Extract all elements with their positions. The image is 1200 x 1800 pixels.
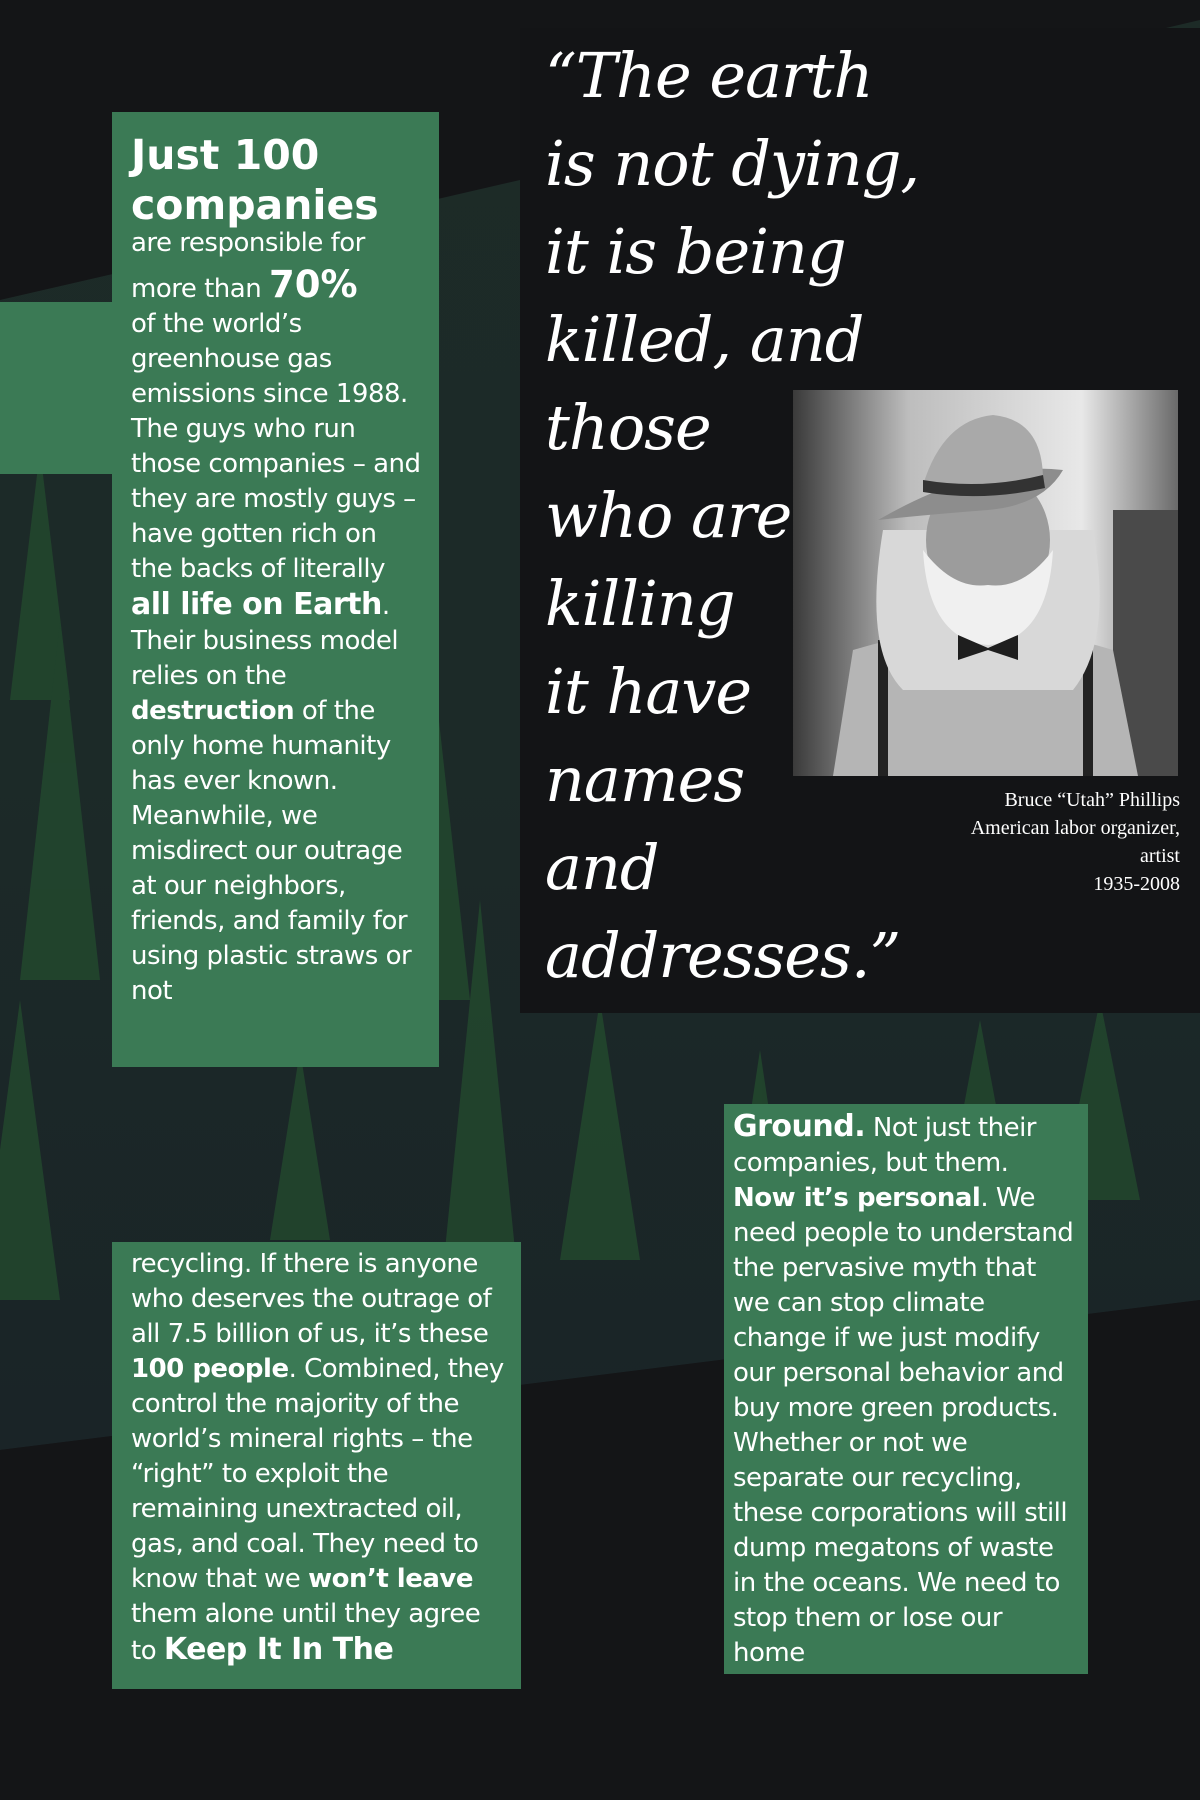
green-tab-accent (0, 302, 112, 474)
body-text-3 (733, 1109, 1078, 1671)
emphasis-100-people: 100 people (131, 1354, 289, 1384)
body-2: . We need people to understand the pervasive myth that we can stop climate change if we just modify our personal behavior and buy more green products. Whether or not we separate our recycling, these corporations will still dump megatons of waste in the oceans. We need to stop them or lose our home (733, 1183, 1074, 1668)
body-3: of the only home humanity has ever known. Meanwhile, we misdirect our outrage at our neighbors, friends, and family for using plastic straws or not (131, 696, 412, 1006)
stat-prefix: more than (131, 274, 269, 304)
quote-line: names (545, 743, 745, 816)
body-3: them alone until they agree to (131, 1599, 481, 1666)
intro-line: are responsible for (131, 228, 365, 258)
body-1: Not just their companies, but them. (733, 1113, 1036, 1178)
quote-line: it have (545, 655, 752, 728)
text-box-3 (724, 1104, 1088, 1674)
headline: Just 100 companies (131, 131, 379, 229)
body-1: of the world’s greenhouse gas emissions since 1988. The guys who run those companies – and they are mostly guys – have gotten rich on the backs of literally (131, 309, 421, 584)
portrait-photo (793, 390, 1178, 776)
quote-line: “The earth (545, 39, 873, 112)
stat-percent: 70% (268, 263, 358, 306)
quote-line: is not dying, (545, 127, 920, 200)
stat-line (131, 263, 425, 307)
quote-line: killing (545, 567, 735, 640)
emphasis-keep-it: Keep It In The (163, 1632, 394, 1667)
body-text-2 (131, 1247, 507, 1669)
quote-line: it is being (545, 215, 846, 288)
body-text-1 (131, 307, 425, 1009)
photo-caption (880, 786, 1180, 898)
body-1: recycling. If there is anyone who deserves the outrage of all 7.5 billion of us, it’s these (131, 1249, 492, 1349)
caption-years: 1935-2008 (1093, 873, 1180, 895)
caption-role: American labor organizer, (970, 817, 1180, 839)
emphasis-ground: Ground. (733, 1109, 866, 1144)
quote-line: addresses.” (545, 919, 901, 992)
emphasis-wont-leave: won’t leave (308, 1564, 473, 1594)
quote-line: those (545, 391, 711, 464)
text-box-1 (112, 112, 439, 1067)
caption-role-2: artist (1140, 845, 1180, 867)
emphasis-personal: Now it’s personal (733, 1183, 981, 1213)
emphasis-all-life: all life on Earth (131, 587, 382, 622)
quote-line: killed, and (545, 303, 864, 376)
quote-line: and (545, 831, 659, 904)
text-box-2 (112, 1242, 521, 1689)
body-2: . Combined, they control the majority of the world’s mineral rights – the “right” to exploit the remaining unextracted oil, gas, and coal. They need to know that we (131, 1354, 504, 1594)
caption-name: Bruce “Utah” Phillips (1004, 789, 1180, 811)
body-2: . Their business model relies on the (131, 591, 399, 691)
emphasis-destruction: destruction (131, 696, 295, 726)
quote-line: who are (545, 479, 792, 552)
